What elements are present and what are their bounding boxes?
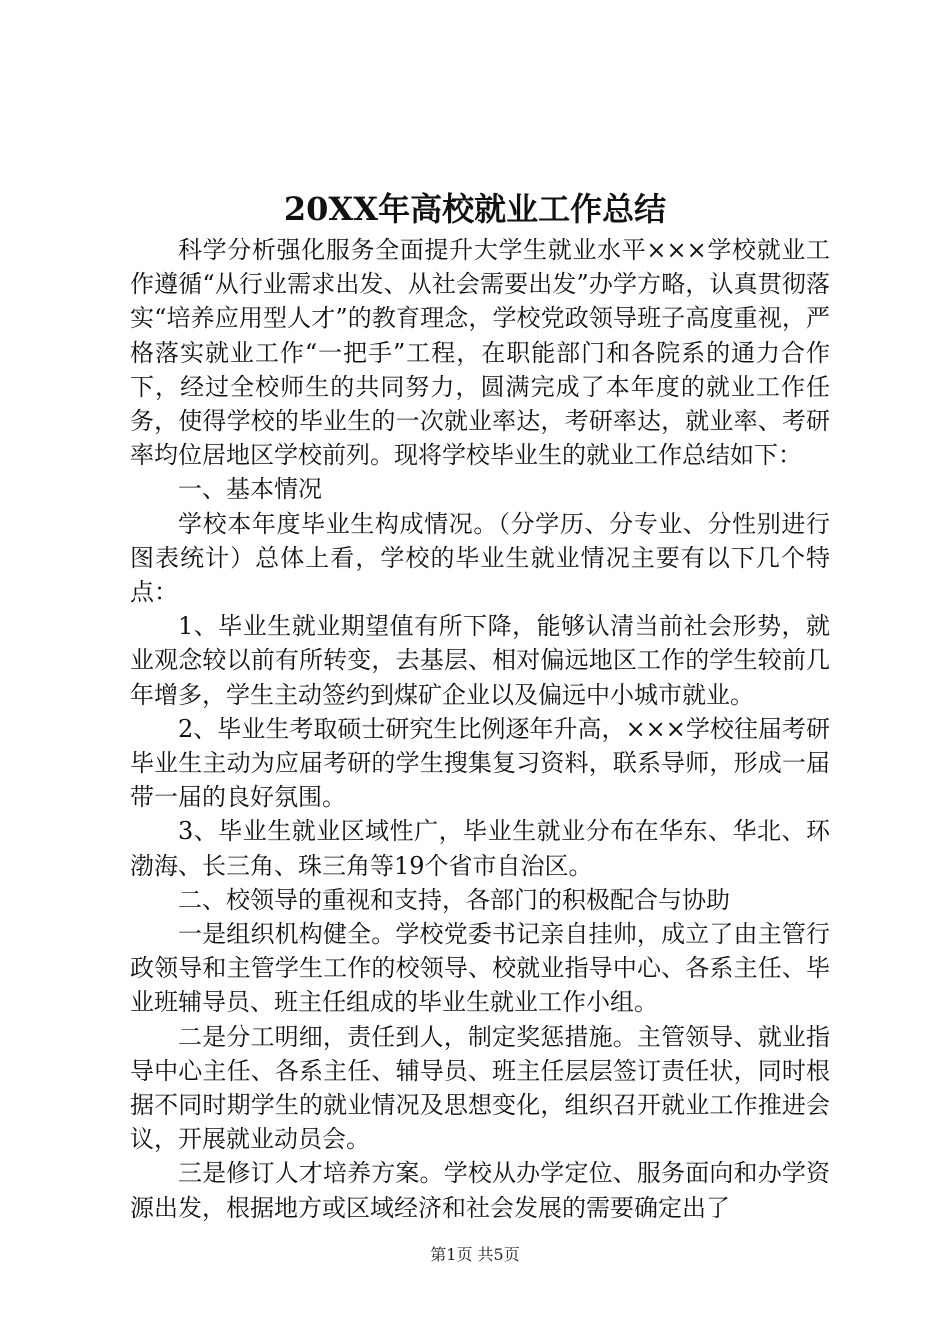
page-footer: 第1页 共5页	[430, 1245, 520, 1264]
section-heading-basic-situation: 一、基本情况	[178, 475, 322, 504]
paragraph-organization: 一是组织机构健全。学校党委书记亲自挂帅，成立了由主管行政领导和主管学生工作的校领导、校就业指导中心、各系主任、毕业班辅导员、班主任组成的毕业生就业工作小组。	[130, 920, 830, 1017]
document-body	[130, 233, 830, 1225]
list-item-point-2: 2、毕业生考取硕士研究生比例逐年升高，×××学校往届考研毕业生主动为应届考研的学生搜集复习资料，联系导师，形成一届带一届的良好氛围。	[130, 714, 830, 812]
section-heading-leadership-support: 二、校领导的重视和支持，各部门的积极配合与协助	[178, 885, 730, 914]
paragraph-graduate-composition: 学校本年度毕业生构成情况。（分学历、分专业、分性别进行图表统计）总体上看，学校的毕业生就业情况主要有以下几个特点：	[130, 509, 830, 607]
paragraph-training-plan: 三是修订人才培养方案。学校从办学定位、服务面向和办学资源出发，根据地方或区域经济和社会发展的需要确定出了	[130, 1159, 830, 1222]
paragraph-intro: 科学分析强化服务全面提升大学生就业水平×××学校就业工作遵循“从行业需求出发、从社会需要出发”办学方略，认真贯彻落实“培养应用型人才”的教育理念，学校党政领导班子高度重视，严格落实就业工作“一把手”工程，在职能部门和各院系的通力合作下，经过全校师生的共同努力，圆满完成了本年度的就业工作任务，使得学校的毕业生的一次就业率达，考研率达，就业率、考研率均位居地区学校前列。现将学校毕业生的就业工作总结如下：	[130, 236, 830, 470]
paragraph-responsibility: 二是分工明细，责任到人，制定奖惩措施。主管领导、就业指导中心主任、各系主任、辅导员、班主任层层签订责任状，同时根据不同时期学生的就业情况及思想变化，组织召开就业工作推进会议，开展就业动员会。	[130, 1022, 830, 1154]
list-item-point-1: 1、毕业生就业期望值有所下降，能够认清当前社会形势，就业观念较以前有所转变，去基层、相对偏远地区工作的学生较前几年增多，学生主动签约到煤矿企业以及偏远中小城市就业。	[130, 612, 830, 709]
document-title: 20XX年高校就业工作总结	[283, 190, 667, 228]
list-item-point-3: 3、毕业生就业区域性广，毕业生就业分布在华东、华北、环渤海、长三角、珠三角等19个省市自治区。	[130, 817, 830, 880]
